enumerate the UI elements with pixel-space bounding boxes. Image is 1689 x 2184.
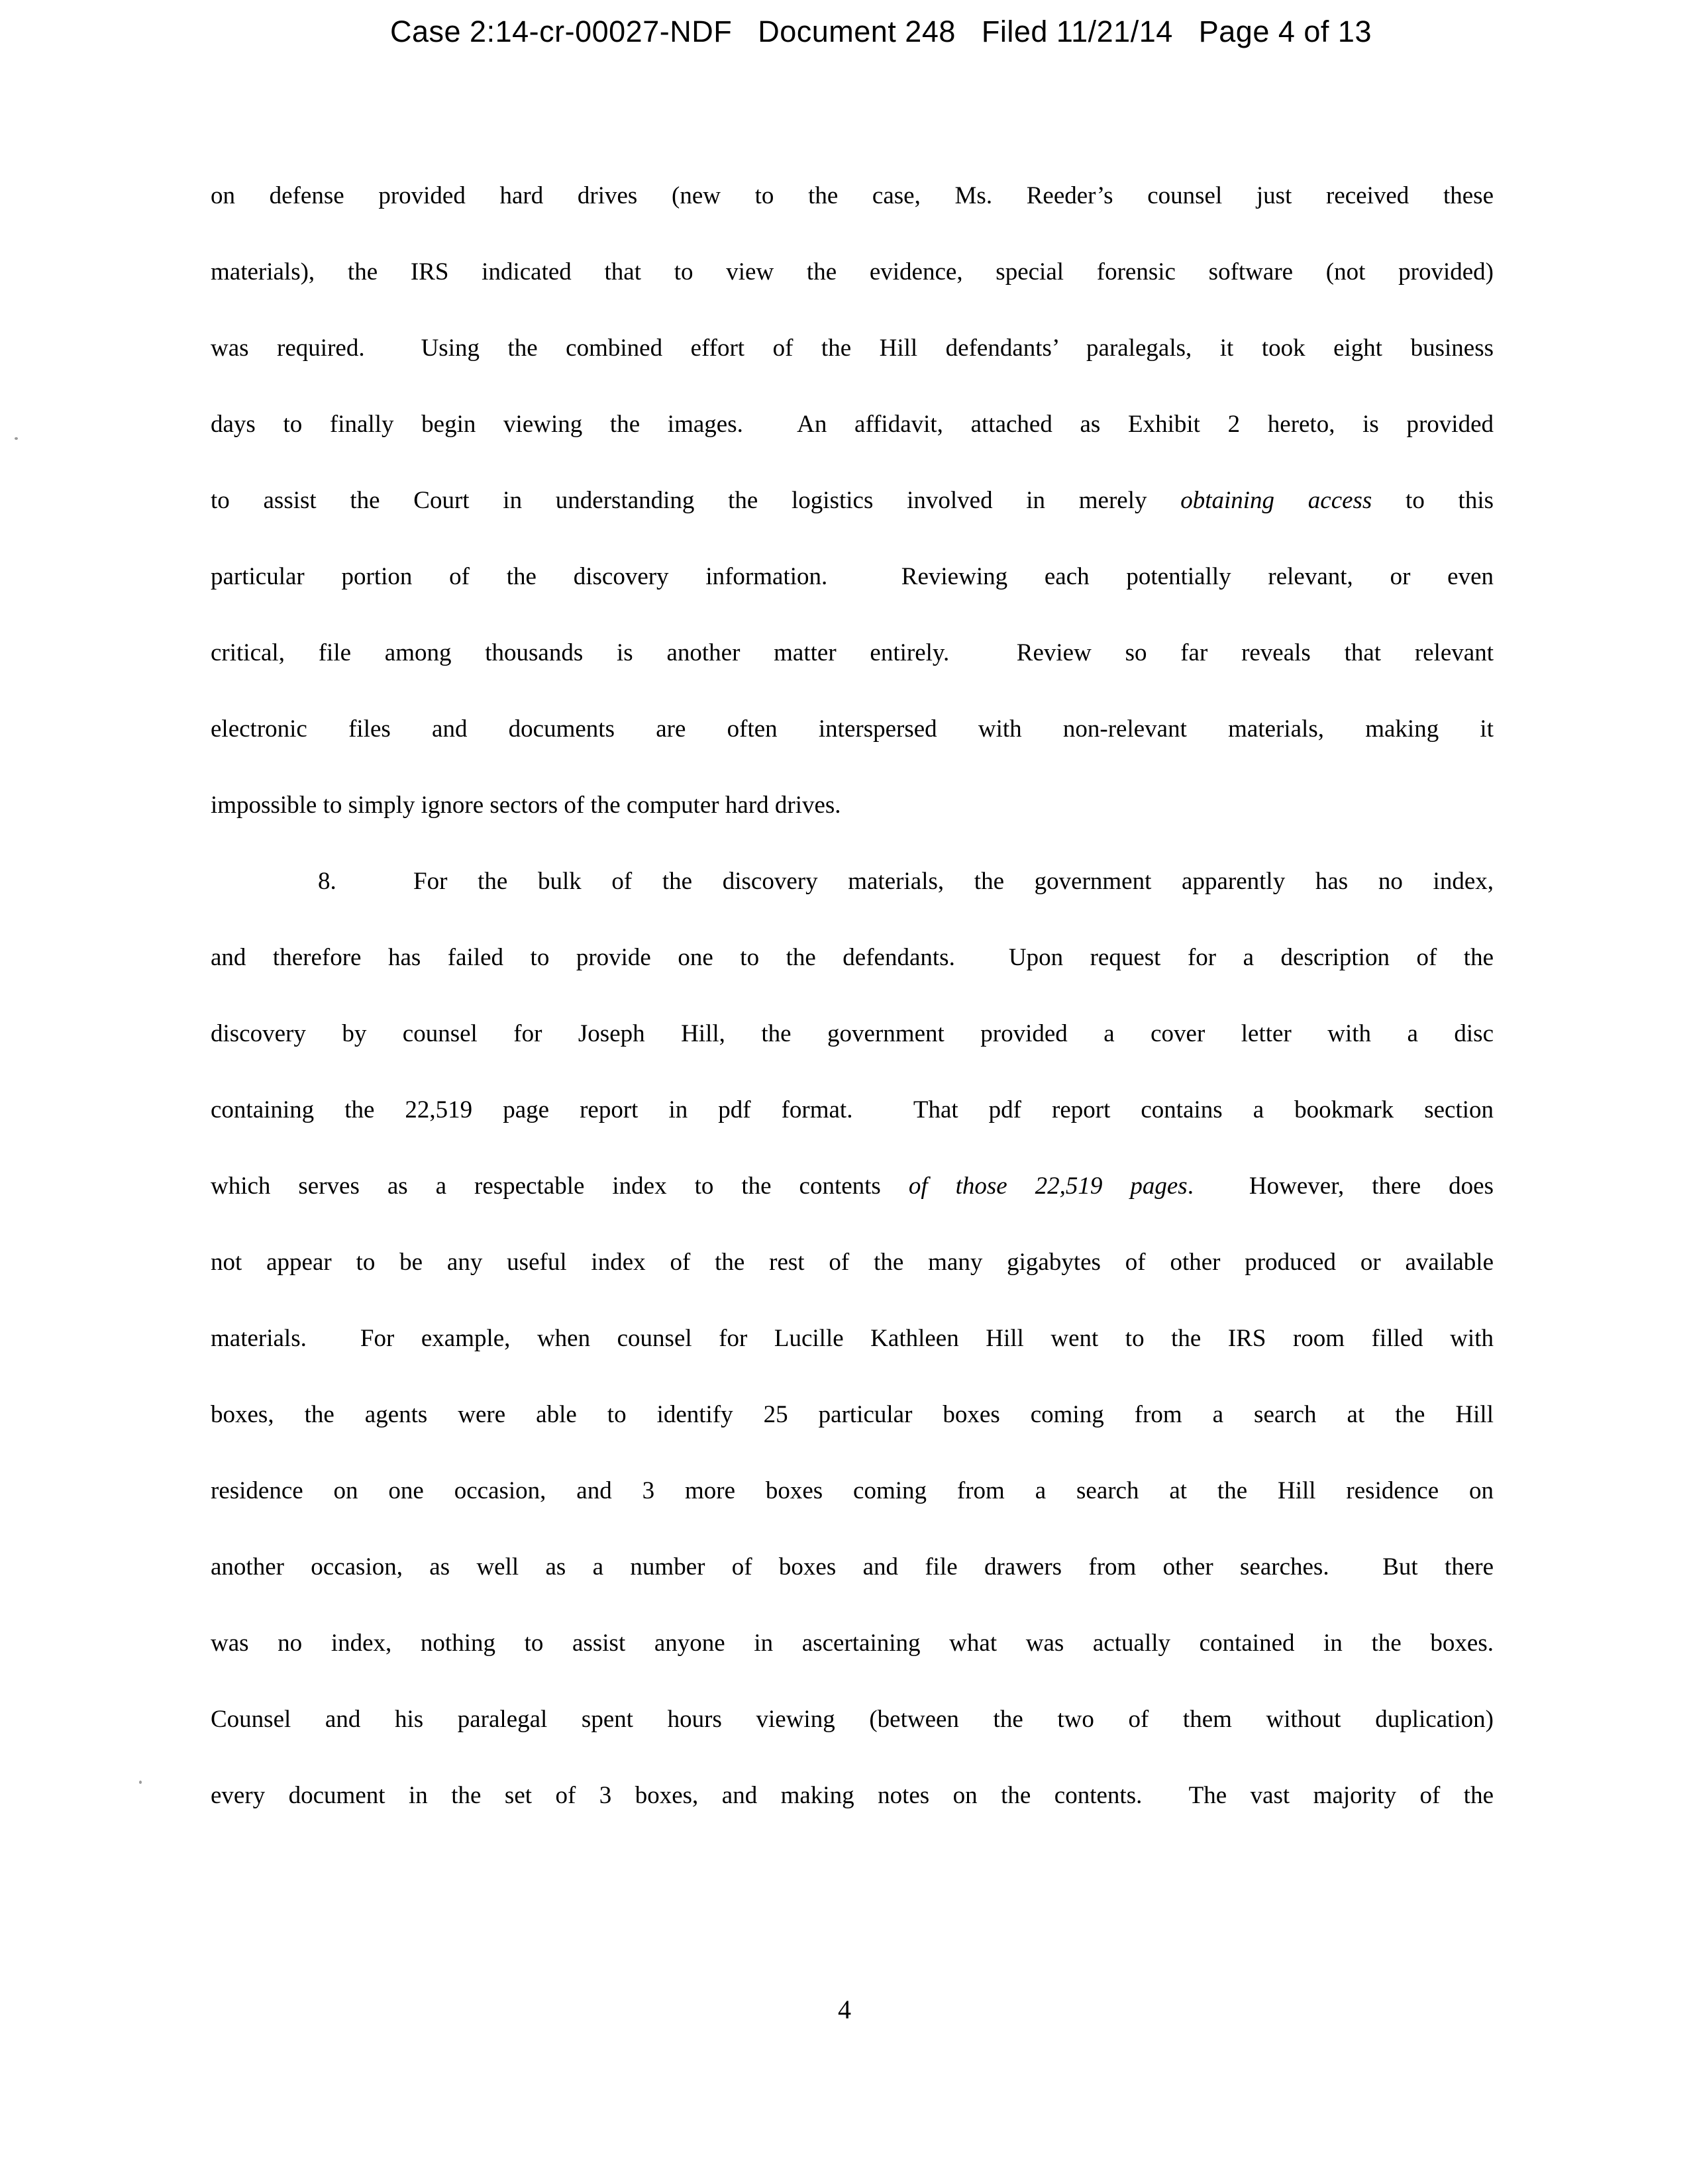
- text-run: on defense provided hard drives (new to the case, Ms. Reeder’s counsel just received these: [211, 182, 1494, 209]
- text-run: to this: [1372, 487, 1494, 514]
- text-run: Counsel and his paralegal spent hours viewing (between the two of them without duplication): [211, 1706, 1494, 1733]
- text-run: and therefore has failed to provide one to the defendants. Upon request for a description of the: [211, 944, 1494, 971]
- text-run: boxes, the agents were able to identify 25 particular boxes coming from a search at the Hill: [211, 1401, 1494, 1428]
- italic-text-run: obtaining access: [1180, 487, 1372, 514]
- text-run: materials. For example, when counsel for Lucille Kathleen Hill went to the IRS room filled with: [211, 1325, 1494, 1352]
- text-run: materials), the IRS indicated that to view the evidence, special forensic software (not provided): [211, 258, 1494, 286]
- scan-artifact: [15, 437, 18, 440]
- text-line: [211, 1224, 1494, 1300]
- text-line: [211, 1453, 1494, 1529]
- text-run: another occasion, as well as a number of boxes and file drawers from other searches. But there: [211, 1553, 1494, 1581]
- text-line: [211, 1072, 1494, 1148]
- text-run: not appear to be any useful index of the rest of the many gigabytes of other produced or available: [211, 1249, 1494, 1276]
- text-line: [211, 158, 1494, 234]
- text-run: days to finally begin viewing the images. An affidavit, attached as Exhibit 2 hereto, is provided: [211, 411, 1494, 438]
- text-line: [211, 310, 1494, 386]
- text-run: was required. Using the combined effort of the Hill defendants’ paralegals, it took eight business: [211, 335, 1494, 362]
- text-line: [211, 843, 1494, 919]
- text-run: which serves as a respectable index to the contents: [211, 1172, 909, 1200]
- text-run: critical, file among thousands is another matter entirely. Review so far reveals that relevant: [211, 639, 1494, 666]
- document-body: [211, 158, 1494, 1834]
- text-run: particular portion of the discovery information. Reviewing each potentially relevant, or even: [211, 563, 1494, 590]
- italic-text-run: of those 22,519 pages: [908, 1172, 1188, 1200]
- text-line: [211, 1148, 1494, 1224]
- text-run: containing the 22,519 page report in pdf format. That pdf report contains a bookmark section: [211, 1096, 1494, 1123]
- text-line: [211, 1300, 1494, 1377]
- text-line: [211, 539, 1494, 615]
- text-line: [211, 1529, 1494, 1605]
- text-run: discovery by counsel for Joseph Hill, the government provided a cover letter with a disc: [211, 1020, 1494, 1047]
- text-line: [211, 996, 1494, 1072]
- text-run: every document in the set of 3 boxes, and making notes on the contents. The vast majority of the: [211, 1782, 1494, 1809]
- text-line: [211, 1377, 1494, 1453]
- text-line: [211, 615, 1494, 691]
- text-line: [211, 386, 1494, 462]
- text-run: electronic files and documents are often interspersed with non-relevant materials, making it: [211, 715, 1494, 743]
- text-line: [211, 919, 1494, 996]
- case-caption-header: Case 2:14-cr-00027-NDF Document 248 Filed 11/21/14 Page 4 of 13: [390, 15, 1372, 48]
- scan-artifact: [139, 1781, 142, 1784]
- text-line: [211, 767, 1494, 843]
- page-number: 4: [838, 1995, 851, 2024]
- text-run: For the bulk of the discovery materials, the government apparently has no index,: [413, 868, 1494, 895]
- paragraph-number: 8.: [318, 868, 336, 895]
- text-line: [211, 462, 1494, 539]
- text-run: residence on one occasion, and 3 more boxes coming from a search at the Hill residence on: [211, 1477, 1494, 1504]
- text-line: [211, 1605, 1494, 1681]
- text-run: impossible to simply ignore sectors of the computer hard drives.: [211, 792, 841, 819]
- text-line: [211, 691, 1494, 767]
- text-run: . However, there does: [1187, 1172, 1494, 1200]
- text-line: [211, 234, 1494, 310]
- text-run: was no index, nothing to assist anyone in ascertaining what was actually contained in the boxes.: [211, 1630, 1494, 1657]
- text-run: to assist the Court in understanding the logistics involved in merely: [211, 487, 1181, 514]
- text-line: [211, 1757, 1494, 1834]
- text-line: [211, 1681, 1494, 1757]
